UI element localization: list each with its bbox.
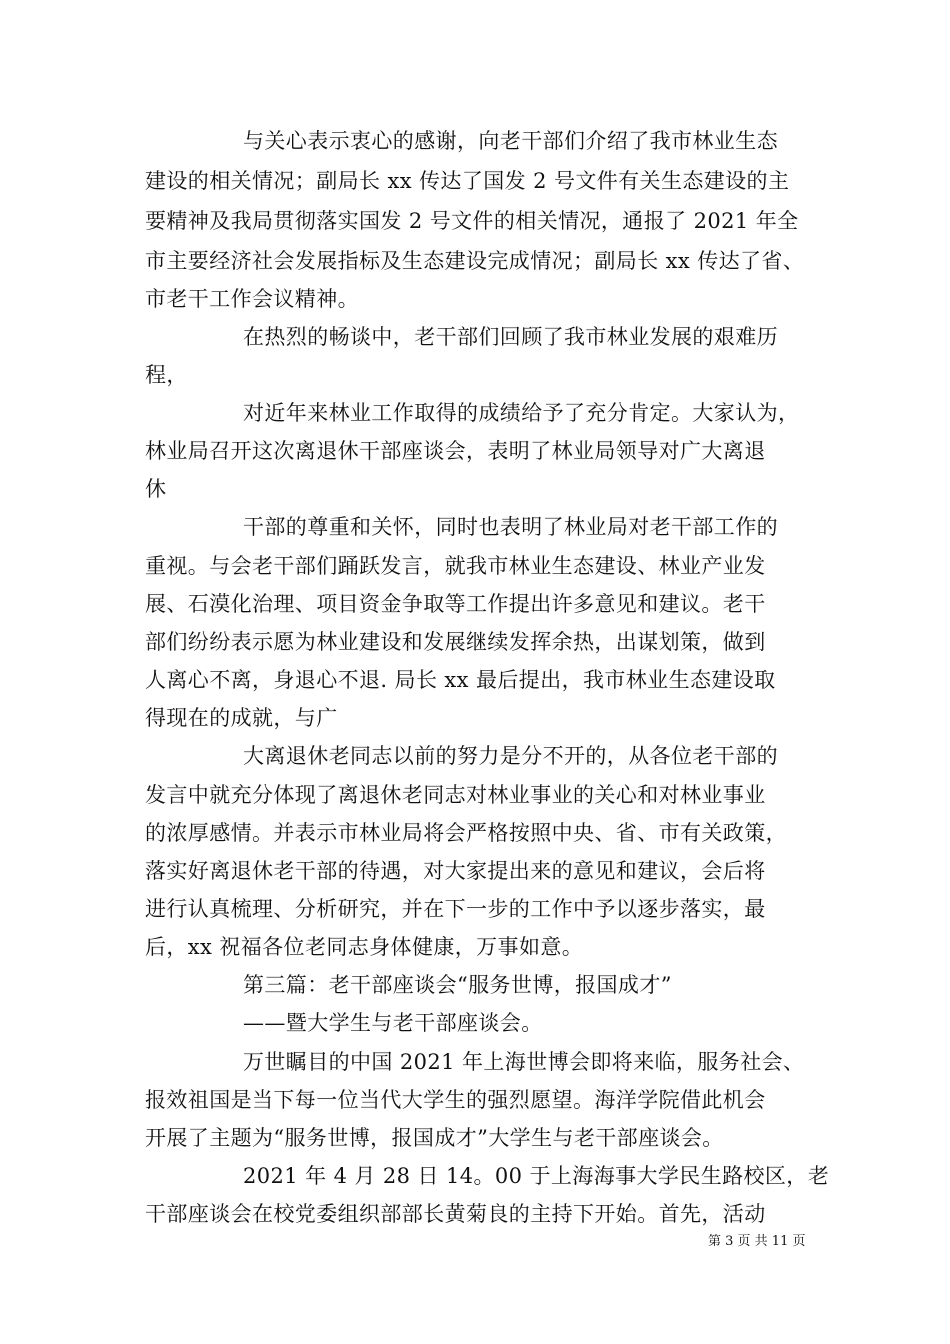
text-line: 建设的相关情况；副局长 xx 传达了国发 2 号文件有关生态建设的主: [145, 169, 790, 193]
section-heading: 第三篇：老干部座谈会“服务世博，报国成才”: [243, 973, 672, 997]
text-line: 与关心表示衷心的感谢，向老干部们介绍了我市林业生态: [243, 129, 778, 153]
text-line: 开展了主题为“服务世博，报国成才”大学生与老干部座谈会。: [145, 1126, 724, 1150]
text-line: 的浓厚感情。并表示市林业局将会严格按照中央、省、市有关政策，: [145, 821, 787, 845]
text-line: 重视。与会老干部们踊跃发言，就我市林业生态建设、林业产业发: [145, 554, 766, 578]
text-line: 对近年来林业工作取得的成绩给予了充分肯定。大家认为，: [243, 401, 800, 425]
text-line: 2021 年 4 月 28 日 14。00 于上海海事大学民生路校区，老: [243, 1164, 830, 1188]
text-line: 报效祖国是当下每一位当代大学生的强烈愿望。海洋学院借此机会: [145, 1088, 766, 1112]
text-line: 林业局召开这次离退休干部座谈会，表明了林业局领导对广大离退: [145, 439, 766, 463]
text-line: 得现在的成就，与广: [145, 706, 338, 730]
text-line: 部们纷纷表示愿为林业建设和发展继续发挥余热，出谋划策，做到: [145, 630, 766, 654]
text-line: 在热烈的畅谈中，老干部们回顾了我市林业发展的艰难历: [243, 325, 778, 349]
text-line: 人离心不离，身退心不退. 局长 xx 最后提出，我市林业生态建设取: [145, 668, 776, 692]
text-line: 万世瞩目的中国 2021 年上海世博会即将来临，服务社会、: [243, 1050, 805, 1074]
text-line: 休: [145, 477, 167, 501]
text-line: 落实好离退休老干部的待遇，对大家提出来的意见和建议，会后将: [145, 859, 766, 883]
text-line: 市老干工作会议精神。: [145, 287, 359, 311]
text-line: 进行认真梳理、分析研究，并在下一步的工作中予以逐步落实，最: [145, 897, 766, 921]
page-number: 第 3 页 共 11 页: [708, 1234, 806, 1249]
text-line: 程，: [145, 363, 188, 387]
text-line: 要精神及我局贯彻落实国发 2 号文件的相关情况，通报了 2021 年全: [145, 209, 799, 233]
text-line: 干部的尊重和关怀，同时也表明了林业局对老干部工作的: [243, 515, 778, 539]
text-line: 展、石漠化治理、项目资金争取等工作提出许多意见和建议。老干: [145, 592, 766, 616]
text-line: 干部座谈会在校党委组织部部长黄菊良的主持下开始。首先，活动: [145, 1202, 766, 1226]
text-line: 发言中就充分体现了离退休老同志对林业事业的关心和对林业事业: [145, 783, 766, 807]
text-line: 市主要经济社会发展指标及生态建设完成情况；副局长 xx 传达了省、: [145, 249, 805, 273]
section-subheading: ——暨大学生与老干部座谈会。: [243, 1011, 543, 1035]
text-line: 后，xx 祝福各位老同志身体健康，万事如意。: [145, 935, 584, 959]
text-line: 大离退休老同志以前的努力是分不开的，从各位老干部的: [243, 744, 778, 768]
